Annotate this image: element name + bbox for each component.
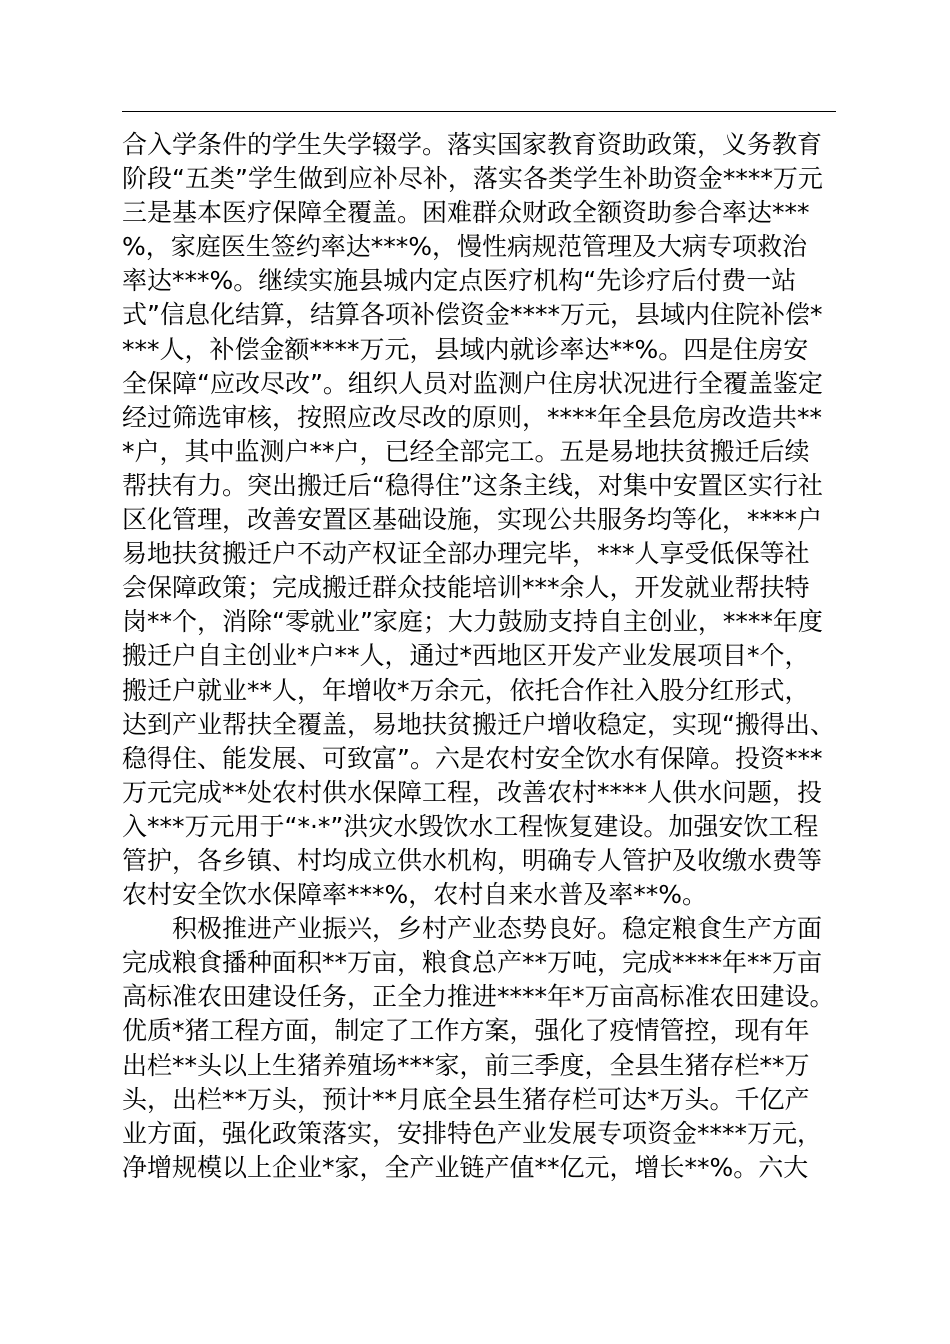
text-line: 全保障“应改尽改”。组织人员对监测户住房状况进行全覆盖鉴定 <box>122 368 823 398</box>
text-line: 式”信息化结算，结算各项补偿资金****万元，县域内住院补偿* <box>122 300 823 330</box>
text-line: 率达***%。继续实施县城内定点医疗机构“先诊疗后付费一站 <box>122 266 797 296</box>
header-rule <box>122 111 836 112</box>
text-line: 会保障政策；完成搬迁群众技能培训***余人，开发就业帮扶特 <box>122 573 810 603</box>
text-line: 净增规模以上企业*家，全产业链产值**亿元，增长**%。六大 <box>122 1152 809 1182</box>
text-line: 高标准农田建设任务，正全力推进****年*万亩高标准农田建设。 <box>122 982 835 1012</box>
text-line: 区化管理，改善安置区基础设施，实现公共服务均等化，****户 <box>122 505 823 535</box>
text-line: 优质*猪工程方面，制定了工作方案，强化了疫情管控，现有年 <box>122 1016 810 1046</box>
text-line: 达到产业帮扶全覆盖，易地扶贫搬迁户增收稳定，实现“搬得出、 <box>122 709 835 739</box>
text-line: 管护，各乡镇、村均成立供水机构，明确专人管护及收缴水费等 <box>122 845 823 875</box>
text-line: 农村安全饮水保障率***%，农村自来水普及率**%。 <box>122 880 708 910</box>
text-line: *户，其中监测户**户，已经全部完工。五是易地扶贫搬迁后续 <box>122 436 810 466</box>
text-line: 帮扶有力。突出搬迁后“稳得住”这条主线，对集中安置区实行社 <box>122 470 823 500</box>
text-line: 完成粮食播种面积**万亩，粮食总产**万吨，完成****年**万亩 <box>122 948 823 978</box>
text-line: 三是基本医疗保障全覆盖。困难群众财政全额资助参合率达*** <box>122 198 810 228</box>
text-line: 业方面，强化政策落实，安排特色产业发展专项资金****万元， <box>122 1118 823 1148</box>
text-line: 头，出栏**万头，预计**月底全县生猪存栏可达*万头。千亿产 <box>122 1084 810 1114</box>
text-line: 阶段“五类”学生做到应补尽补，落实各类学生补助资金****万元 <box>122 164 823 194</box>
text-line: 入***万元用于“*·*”洪灾水毁饮水工程恢复建设。加强安饮工程 <box>122 811 819 841</box>
text-line: 搬迁户就业**人，年增收*万余元，依托合作社入股分红形式， <box>122 675 810 705</box>
text-line: 经过筛选审核，按照应改尽改的原则，****年全县危房改造共** <box>122 402 823 432</box>
text-line: 稳得住、能发展、可致富”。六是农村安全饮水有保障。投资*** <box>122 743 823 773</box>
text-line: 万元完成**处农村供水保障工程，改善农村****人供水问题，投 <box>122 777 823 807</box>
paragraph-start-line: 积极推进产业振兴，乡村产业态势良好。稳定粮食生产方面 <box>172 914 823 944</box>
text-line: 岗**个，消除“零就业”家庭；大力鼓励支持自主创业，****年度 <box>122 607 823 637</box>
text-line: 易地扶贫搬迁户不动产权证全部办理完毕，***人享受低保等社 <box>122 539 810 569</box>
text-line: 出栏**头以上生猪养殖场***家，前三季度，全县生猪存栏**万 <box>122 1050 810 1080</box>
document-body <box>122 128 862 1185</box>
text-line: 合入学条件的学生失学辍学。落实国家教育资助政策，义务教育 <box>122 130 823 159</box>
text-line: 搬迁户自主创业*户**人，通过*西地区开发产业发展项目*个， <box>122 641 810 671</box>
text-line: %，家庭医生签约率达***%，慢性病规范管理及大病专项救治 <box>122 232 808 262</box>
text-line: ***人，补偿金额****万元，县域内就诊率达**%。四是住房安 <box>122 334 809 364</box>
